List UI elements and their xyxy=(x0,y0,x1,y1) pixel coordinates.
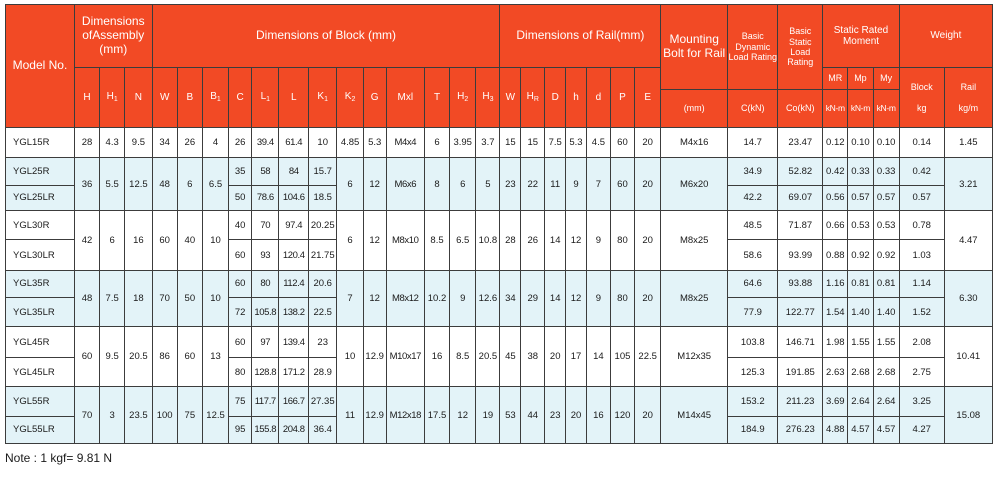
header-E: E xyxy=(635,68,661,128)
header-assembly-dimensions: Dimensions ofAssembly (mm) xyxy=(74,5,152,68)
cell-n: 16 xyxy=(125,211,152,271)
cell-c: 80 xyxy=(229,357,252,386)
cell-e: 20 xyxy=(635,158,661,211)
cell-p: 80 xyxy=(610,211,634,271)
cell-d: 7 xyxy=(586,158,610,211)
cell-mxl: M8x10 xyxy=(386,211,424,271)
cell-block-kg: 3.25 xyxy=(899,387,944,416)
cell-k1: 20.25 xyxy=(309,211,337,240)
cell-d: 16 xyxy=(586,387,610,444)
cell-model: YGL45R xyxy=(6,327,75,357)
cell-my: 2.68 xyxy=(873,357,899,386)
header-H1: $H_1$ xyxy=(100,68,125,128)
header-My-unit: kN-m xyxy=(873,90,899,128)
cell-bolt: M4x16 xyxy=(661,128,728,158)
cell-k1: 23 xyxy=(309,327,337,357)
cell-wr: 45 xyxy=(500,327,521,387)
cell-my: 1.40 xyxy=(873,298,899,327)
cell-t: 8.5 xyxy=(424,211,449,271)
cell-h: 20 xyxy=(566,387,587,444)
cell-mp: 2.68 xyxy=(848,357,873,386)
cell-c0-kn: 71.87 xyxy=(778,211,823,240)
cell-h: 12 xyxy=(566,270,587,327)
cell-c0-kn: 93.88 xyxy=(778,270,823,297)
cell-rail-kgm: 15.08 xyxy=(944,387,992,444)
cell-g: 12.9 xyxy=(363,387,386,444)
cell-mp: 0.57 xyxy=(848,185,873,210)
cell-mp: 0.81 xyxy=(848,270,873,297)
cell-e: 22.5 xyxy=(635,327,661,387)
cell-mr: 1.54 xyxy=(823,298,848,327)
cell-block-kg: 1.52 xyxy=(899,298,944,327)
header-L: L xyxy=(279,68,309,128)
cell-h2: 6 xyxy=(450,158,476,211)
cell-c-kn: 64.6 xyxy=(728,270,778,297)
cell-g: 12 xyxy=(363,158,386,211)
table-body xyxy=(6,128,993,444)
cell-c0-kn: 211.23 xyxy=(778,387,823,416)
header-My: My xyxy=(873,68,899,90)
cell-w: 86 xyxy=(152,327,177,387)
cell-hr: 29 xyxy=(521,270,545,327)
cell-mr: 0.88 xyxy=(823,240,848,270)
cell-l: 138.2 xyxy=(279,298,309,327)
cell-w: 100 xyxy=(152,387,177,444)
cell-l: 204.8 xyxy=(279,416,309,443)
cell-w: 48 xyxy=(152,158,177,211)
cell-l: 112.4 xyxy=(279,270,309,297)
cell-k1: 36.4 xyxy=(309,416,337,443)
cell-b: 6 xyxy=(177,158,202,211)
cell-c-kn: 77.9 xyxy=(728,298,778,327)
header-C0-kN: Co(kN) xyxy=(778,90,823,128)
cell-c0-kn: 122.77 xyxy=(778,298,823,327)
cell-n: 12.5 xyxy=(125,158,152,211)
header-W: W xyxy=(152,68,177,128)
table-row xyxy=(6,387,993,416)
cell-c0-kn: 276.23 xyxy=(778,416,823,443)
cell-l1: 58 xyxy=(252,158,279,185)
cell-k1: 10 xyxy=(309,128,337,158)
cell-block-kg: 0.78 xyxy=(899,211,944,240)
cell-d: 14 xyxy=(545,211,566,271)
cell-wr: 15 xyxy=(500,128,521,158)
cell-mxl: M4x4 xyxy=(386,128,424,158)
cell-mp: 0.33 xyxy=(848,158,873,185)
header-C: C xyxy=(229,68,252,128)
cell-model: YGL35LR xyxy=(6,298,75,327)
header-L1: $L_1$ xyxy=(252,68,279,128)
cell-h2: 3.95 xyxy=(450,128,476,158)
cell-c-kn: 153.2 xyxy=(728,387,778,416)
cell-mr: 4.88 xyxy=(823,416,848,443)
cell-b: 40 xyxy=(177,211,202,271)
cell-h1: 7.5 xyxy=(100,270,125,327)
table-row xyxy=(6,158,993,185)
cell-k2: 10 xyxy=(337,327,363,387)
cell-b: 60 xyxy=(177,327,202,387)
header-h: h xyxy=(566,68,587,128)
cell-mxl: M6x6 xyxy=(386,158,424,211)
header-block-dimensions: Dimensions of Block (mm) xyxy=(152,5,500,68)
cell-e: 20 xyxy=(635,128,661,158)
cell-model: YGL55R xyxy=(6,387,75,416)
cell-k1: 21.75 xyxy=(309,240,337,270)
cell-b1: 13 xyxy=(202,327,228,387)
cell-d: 20 xyxy=(545,327,566,387)
cell-block-kg: 0.57 xyxy=(899,185,944,210)
cell-h: 12 xyxy=(566,211,587,271)
cell-mr: 0.12 xyxy=(823,128,848,158)
cell-hr: 26 xyxy=(521,211,545,271)
header-N: N xyxy=(125,68,152,128)
cell-my: 4.57 xyxy=(873,416,899,443)
cell-mr: 1.98 xyxy=(823,327,848,357)
cell-k2: 11 xyxy=(337,387,363,444)
cell-t: 6 xyxy=(424,128,449,158)
cell-bolt: M8x25 xyxy=(661,211,728,271)
cell-h: 70 xyxy=(74,387,99,444)
cell-model: YGL15R xyxy=(6,128,75,158)
cell-mp: 0.53 xyxy=(848,211,873,240)
cell-c: 35 xyxy=(229,158,252,185)
cell-l1: 39.4 xyxy=(252,128,279,158)
cell-mp: 4.57 xyxy=(848,416,873,443)
cell-h1: 6 xyxy=(100,211,125,271)
header-B1: $B_1$ xyxy=(202,68,228,128)
cell-l: 104.6 xyxy=(279,185,309,210)
cell-b1: 4 xyxy=(202,128,228,158)
cell-w: 70 xyxy=(152,270,177,327)
cell-b: 75 xyxy=(177,387,202,444)
header-d: d xyxy=(586,68,610,128)
cell-c0-kn: 93.99 xyxy=(778,240,823,270)
cell-g: 12 xyxy=(363,211,386,271)
cell-mp: 0.10 xyxy=(848,128,873,158)
cell-k1: 18.5 xyxy=(309,185,337,210)
cell-c: 40 xyxy=(229,211,252,240)
cell-c: 72 xyxy=(229,298,252,327)
cell-bolt: M6x20 xyxy=(661,158,728,211)
cell-mp: 1.40 xyxy=(848,298,873,327)
header-model: Model No. xyxy=(6,5,75,128)
header-block-weight: Block kg xyxy=(899,68,944,128)
cell-my: 0.92 xyxy=(873,240,899,270)
cell-wr: 23 xyxy=(500,158,521,211)
header-MR: MR xyxy=(823,68,848,90)
cell-l1: 105.8 xyxy=(252,298,279,327)
cell-l: 84 xyxy=(279,158,309,185)
cell-my: 0.33 xyxy=(873,158,899,185)
header-C-kN: C(kN) xyxy=(728,90,778,128)
cell-d: 14 xyxy=(586,327,610,387)
cell-c: 60 xyxy=(229,270,252,297)
cell-g: 5.3 xyxy=(363,128,386,158)
cell-c: 95 xyxy=(229,416,252,443)
cell-h2: 6.5 xyxy=(450,211,476,271)
cell-c0-kn: 52.82 xyxy=(778,158,823,185)
cell-bolt: M8x25 xyxy=(661,270,728,327)
cell-model: YGL30LR xyxy=(6,240,75,270)
cell-rail-kgm: 6.30 xyxy=(944,270,992,327)
cell-c0-kn: 23.47 xyxy=(778,128,823,158)
header-Mp-unit: kN-m xyxy=(848,90,873,128)
cell-b: 26 xyxy=(177,128,202,158)
cell-l1: 93 xyxy=(252,240,279,270)
cell-model: YGL35R xyxy=(6,270,75,297)
header-MR-unit: kN-m xyxy=(823,90,848,128)
cell-e: 20 xyxy=(635,211,661,271)
header-B: B xyxy=(177,68,202,128)
cell-l: 61.4 xyxy=(279,128,309,158)
cell-c: 26 xyxy=(229,128,252,158)
cell-h3: 12.6 xyxy=(476,270,500,327)
header-Mxl: Mxl xyxy=(386,68,424,128)
cell-bolt: M12x35 xyxy=(661,327,728,387)
cell-n: 23.5 xyxy=(125,387,152,444)
cell-l: 120.4 xyxy=(279,240,309,270)
cell-wr: 28 xyxy=(500,211,521,271)
cell-mr: 0.42 xyxy=(823,158,848,185)
cell-block-kg: 1.14 xyxy=(899,270,944,297)
cell-k2: 4.85 xyxy=(337,128,363,158)
cell-block-kg: 0.14 xyxy=(899,128,944,158)
cell-mr: 0.66 xyxy=(823,211,848,240)
cell-c: 75 xyxy=(229,387,252,416)
header-HR: $H_R$ xyxy=(521,68,545,128)
cell-g: 12.9 xyxy=(363,327,386,387)
cell-mp: 2.64 xyxy=(848,387,873,416)
cell-h3: 5 xyxy=(476,158,500,211)
cell-h3: 20.5 xyxy=(476,327,500,387)
table-row xyxy=(6,270,993,297)
cell-h1: 5.5 xyxy=(100,158,125,211)
header-H2: $H_2$ xyxy=(450,68,476,128)
cell-p: 80 xyxy=(610,270,634,327)
table-row xyxy=(6,211,993,240)
cell-my: 2.64 xyxy=(873,387,899,416)
cell-d: 7.5 xyxy=(545,128,566,158)
cell-k1: 22.5 xyxy=(309,298,337,327)
cell-my: 0.10 xyxy=(873,128,899,158)
table-row xyxy=(6,128,993,158)
cell-l1: 70 xyxy=(252,211,279,240)
cell-model: YGL25R xyxy=(6,158,75,185)
cell-l: 97.4 xyxy=(279,211,309,240)
cell-block-kg: 2.75 xyxy=(899,357,944,386)
cell-d: 9 xyxy=(586,270,610,327)
header-Mp: Mp xyxy=(848,68,873,90)
cell-w: 60 xyxy=(152,211,177,271)
header-WR: W xyxy=(500,68,521,128)
header-K1: $K_1$ xyxy=(309,68,337,128)
cell-my: 0.53 xyxy=(873,211,899,240)
cell-l1: 97 xyxy=(252,327,279,357)
cell-l: 139.4 xyxy=(279,327,309,357)
cell-rail-kgm: 10.41 xyxy=(944,327,992,387)
cell-k2: 6 xyxy=(337,158,363,211)
cell-model: YGL55LR xyxy=(6,416,75,443)
cell-hr: 15 xyxy=(521,128,545,158)
note-text: Note : 1 kgf= 9.81 N xyxy=(5,451,113,465)
cell-h: 28 xyxy=(74,128,99,158)
cell-d: 9 xyxy=(586,211,610,271)
cell-k1: 27.35 xyxy=(309,387,337,416)
cell-w: 34 xyxy=(152,128,177,158)
cell-c: 60 xyxy=(229,240,252,270)
cell-t: 8 xyxy=(424,158,449,211)
cell-mp: 1.55 xyxy=(848,327,873,357)
header-P: P xyxy=(610,68,634,128)
header-K2: $K_2$ xyxy=(337,68,363,128)
cell-n: 20.5 xyxy=(125,327,152,387)
cell-d: 14 xyxy=(545,270,566,327)
cell-h2: 8.5 xyxy=(450,327,476,387)
cell-my: 0.81 xyxy=(873,270,899,297)
cell-d: 11 xyxy=(545,158,566,211)
cell-hr: 38 xyxy=(521,327,545,387)
cell-model: YGL45LR xyxy=(6,357,75,386)
cell-h3: 3.7 xyxy=(476,128,500,158)
cell-c-kn: 34.9 xyxy=(728,158,778,185)
cell-b1: 10 xyxy=(202,270,228,327)
cell-l: 171.2 xyxy=(279,357,309,386)
cell-c-kn: 48.5 xyxy=(728,211,778,240)
cell-l1: 117.7 xyxy=(252,387,279,416)
cell-h: 48 xyxy=(74,270,99,327)
cell-c-kn: 42.2 xyxy=(728,185,778,210)
cell-t: 17.5 xyxy=(424,387,449,444)
cell-c: 50 xyxy=(229,185,252,210)
cell-t: 16 xyxy=(424,327,449,387)
cell-p: 60 xyxy=(610,128,634,158)
header-rail-dimensions: Dimensions of Rail(mm) xyxy=(500,5,661,68)
header-mounting-bolt: Mounting Bolt for Rail xyxy=(661,5,728,90)
cell-block-kg: 4.27 xyxy=(899,416,944,443)
cell-c-kn: 184.9 xyxy=(728,416,778,443)
cell-h: 36 xyxy=(74,158,99,211)
cell-model: YGL30R xyxy=(6,211,75,240)
cell-block-kg: 0.42 xyxy=(899,158,944,185)
cell-c-kn: 103.8 xyxy=(728,327,778,357)
cell-l1: 78.6 xyxy=(252,185,279,210)
cell-mr: 2.63 xyxy=(823,357,848,386)
cell-p: 60 xyxy=(610,158,634,211)
cell-h: 5.3 xyxy=(566,128,587,158)
header-static-rated-moment: Static Rated Moment xyxy=(823,5,900,68)
cell-wr: 34 xyxy=(500,270,521,327)
cell-l1: 155.8 xyxy=(252,416,279,443)
cell-mxl: M8x12 xyxy=(386,270,424,327)
cell-h: 42 xyxy=(74,211,99,271)
cell-bolt: M14x45 xyxy=(661,387,728,444)
header-T: T xyxy=(424,68,449,128)
cell-c0-kn: 146.71 xyxy=(778,327,823,357)
cell-d: 23 xyxy=(545,387,566,444)
cell-h: 17 xyxy=(566,327,587,387)
cell-c0-kn: 191.85 xyxy=(778,357,823,386)
cell-g: 12 xyxy=(363,270,386,327)
cell-my: 1.55 xyxy=(873,327,899,357)
header-rail-weight: Rail kg/m xyxy=(944,68,992,128)
cell-mr: 1.16 xyxy=(823,270,848,297)
cell-e: 20 xyxy=(635,270,661,327)
cell-rail-kgm: 4.47 xyxy=(944,211,992,271)
cell-hr: 22 xyxy=(521,158,545,211)
cell-h2: 9 xyxy=(450,270,476,327)
header-D: D xyxy=(545,68,566,128)
cell-rail-kgm: 1.45 xyxy=(944,128,992,158)
cell-h1: 4.3 xyxy=(100,128,125,158)
header-G: G xyxy=(363,68,386,128)
table-row xyxy=(6,327,993,357)
header-static-load-rating: Basic Static Load Rating xyxy=(778,5,823,90)
cell-mxl: M10x17 xyxy=(386,327,424,387)
cell-h: 9 xyxy=(566,158,587,211)
header-weight: Weight xyxy=(899,5,992,68)
cell-wr: 53 xyxy=(500,387,521,444)
cell-mxl: M12x18 xyxy=(386,387,424,444)
cell-mp: 0.92 xyxy=(848,240,873,270)
header-dynamic-load-rating: Basic Dynamic Load Rating xyxy=(728,5,778,90)
cell-c-kn: 125.3 xyxy=(728,357,778,386)
cell-l1: 80 xyxy=(252,270,279,297)
cell-n: 18 xyxy=(125,270,152,327)
cell-h: 60 xyxy=(74,327,99,387)
cell-l1: 128.8 xyxy=(252,357,279,386)
cell-b1: 6.5 xyxy=(202,158,228,211)
header-bolt-unit: (mm) xyxy=(661,90,728,128)
spec-table xyxy=(5,4,993,444)
cell-n: 9.5 xyxy=(125,128,152,158)
cell-h1: 9.5 xyxy=(100,327,125,387)
header-H: H xyxy=(74,68,99,128)
cell-mr: 3.69 xyxy=(823,387,848,416)
cell-model: YGL25LR xyxy=(6,185,75,210)
cell-k2: 7 xyxy=(337,270,363,327)
cell-d: 4.5 xyxy=(586,128,610,158)
cell-b1: 10 xyxy=(202,211,228,271)
cell-block-kg: 1.03 xyxy=(899,240,944,270)
cell-h3: 10.8 xyxy=(476,211,500,271)
cell-l: 166.7 xyxy=(279,387,309,416)
cell-k1: 20.6 xyxy=(309,270,337,297)
cell-b1: 12.5 xyxy=(202,387,228,444)
cell-hr: 44 xyxy=(521,387,545,444)
cell-block-kg: 2.08 xyxy=(899,327,944,357)
cell-my: 0.57 xyxy=(873,185,899,210)
cell-h1: 3 xyxy=(100,387,125,444)
cell-k1: 15.7 xyxy=(309,158,337,185)
cell-mr: 0.56 xyxy=(823,185,848,210)
cell-k1: 28.9 xyxy=(309,357,337,386)
cell-k2: 6 xyxy=(337,211,363,271)
cell-rail-kgm: 3.21 xyxy=(944,158,992,211)
cell-c-kn: 58.6 xyxy=(728,240,778,270)
cell-t: 10.2 xyxy=(424,270,449,327)
cell-p: 105 xyxy=(610,327,634,387)
cell-p: 120 xyxy=(610,387,634,444)
cell-c0-kn: 69.07 xyxy=(778,185,823,210)
header-H3: $H_3$ xyxy=(476,68,500,128)
cell-c: 60 xyxy=(229,327,252,357)
cell-h3: 19 xyxy=(476,387,500,444)
cell-b: 50 xyxy=(177,270,202,327)
cell-c-kn: 14.7 xyxy=(728,128,778,158)
cell-e: 20 xyxy=(635,387,661,444)
cell-h2: 12 xyxy=(450,387,476,444)
